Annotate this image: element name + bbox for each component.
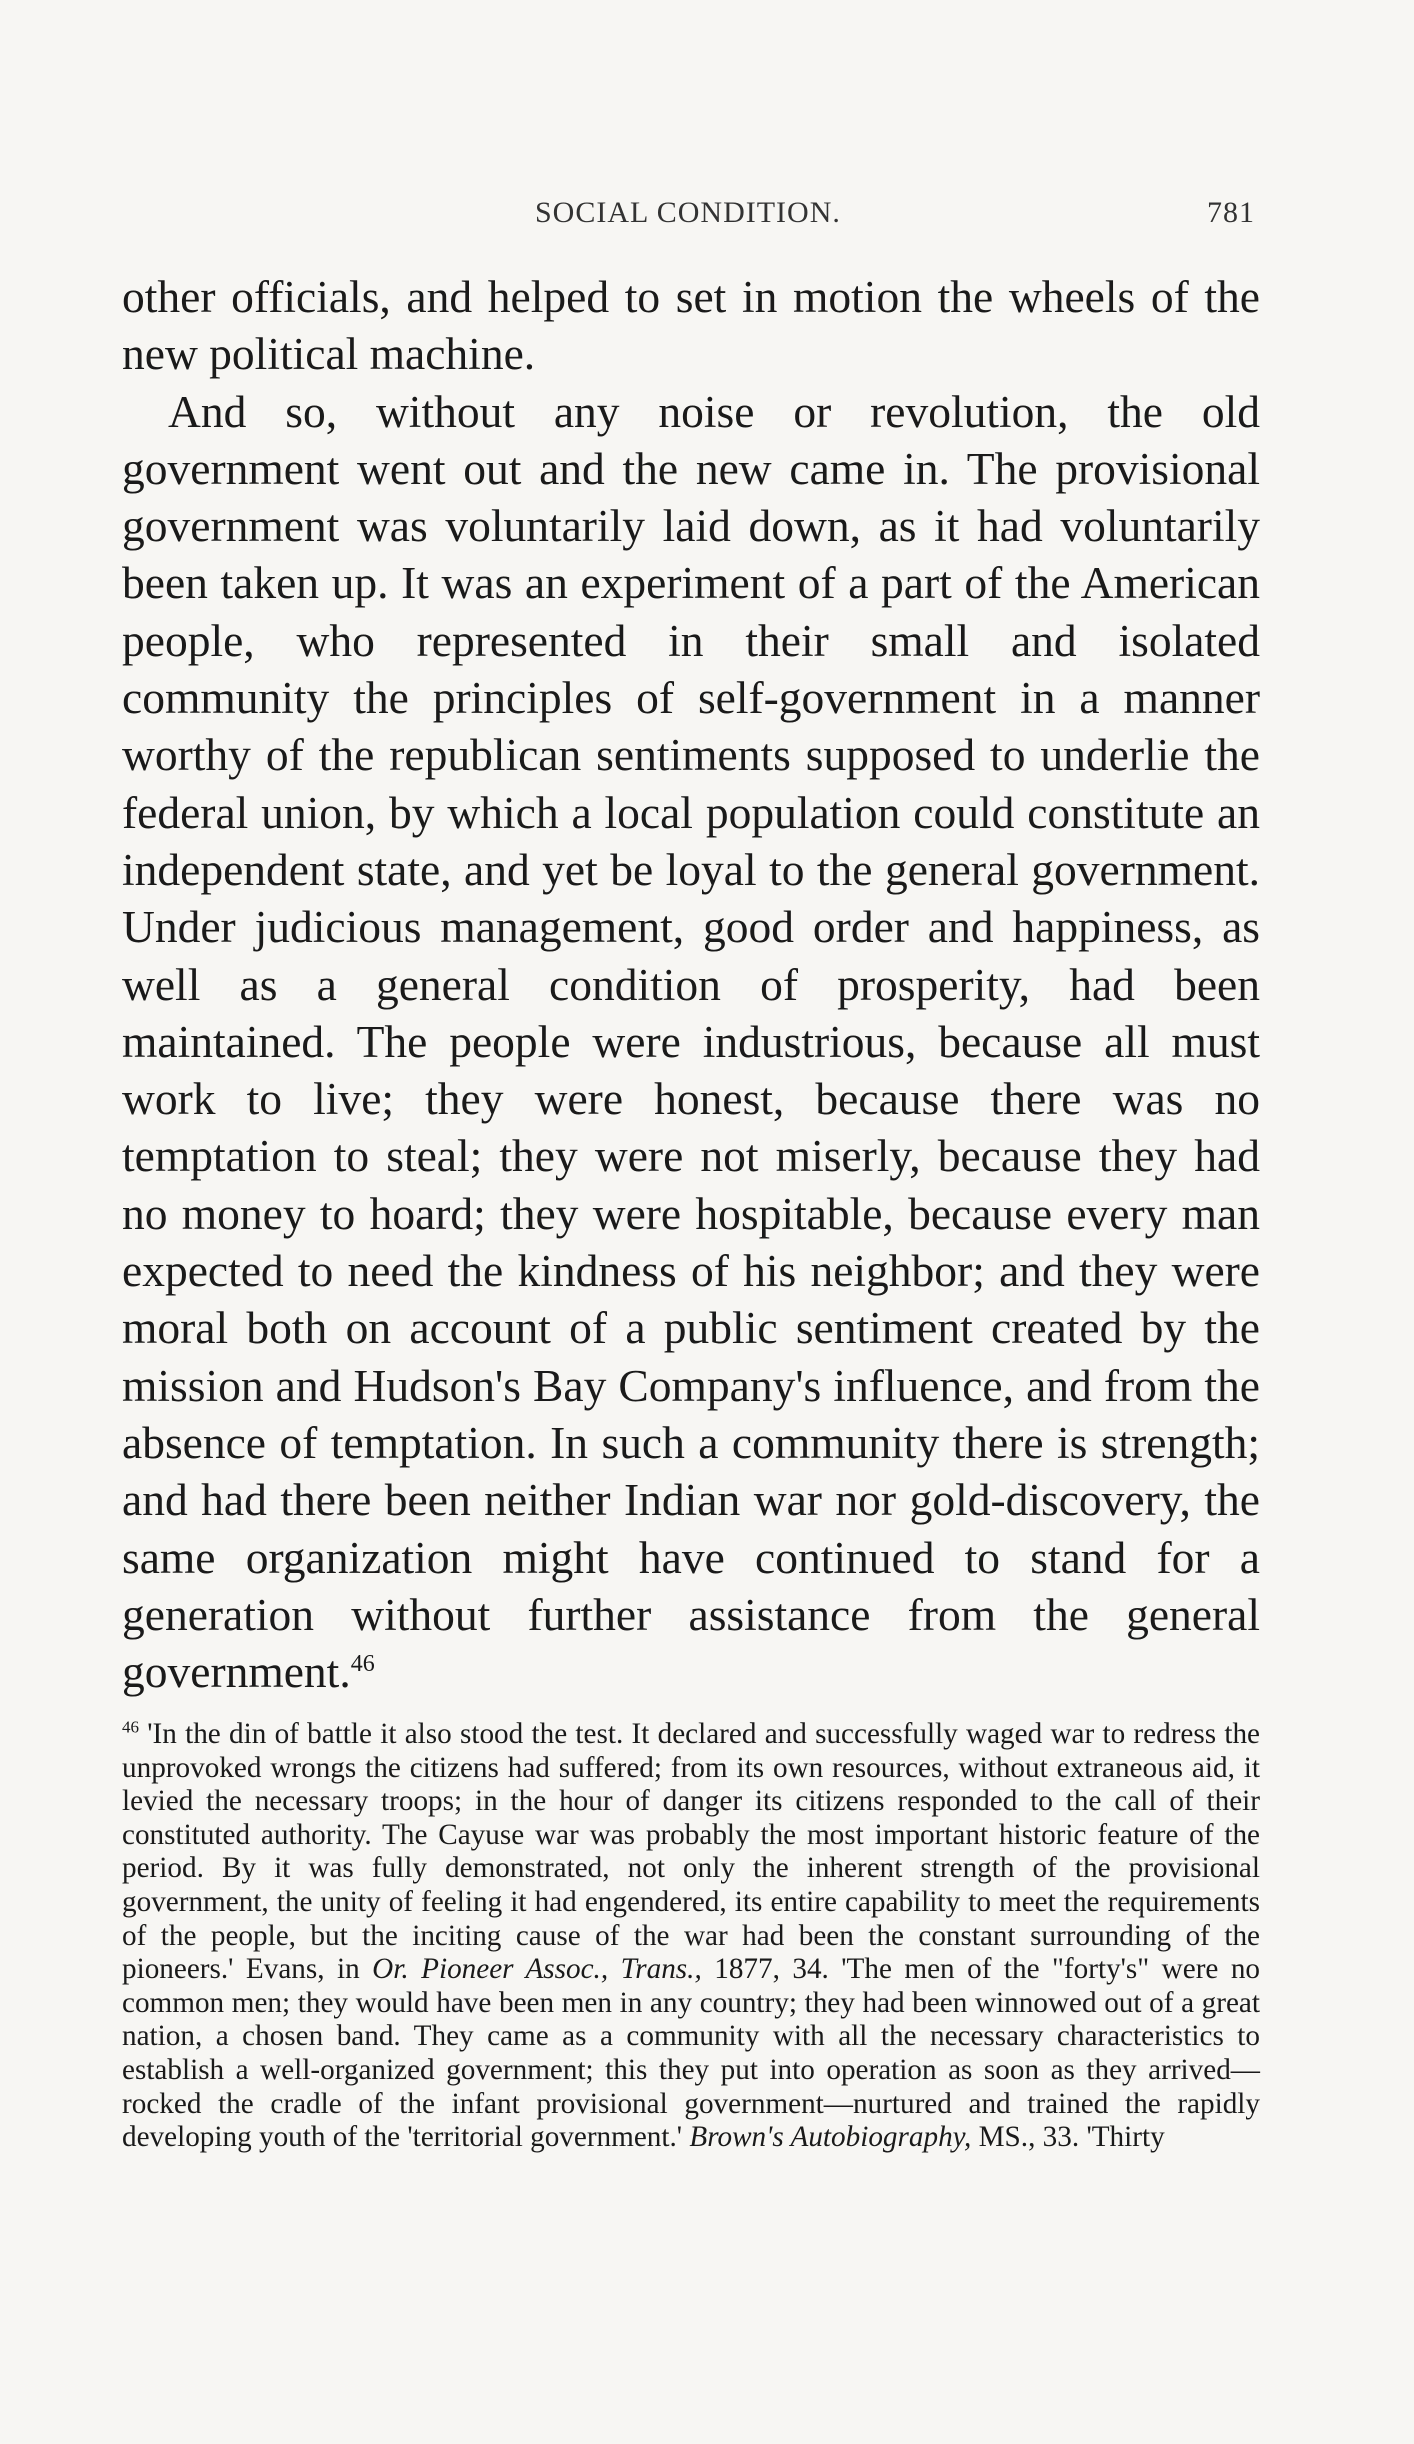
running-head-title: SOCIAL CONDITION. (535, 196, 841, 229)
footnote (122, 1718, 1260, 2155)
paragraph-2-text: And so, without any noise or revolution, the old government went out and the new came in. The provisional government was voluntarily laid down, as it had voluntarily been taken up. It was an experiment of a part of the American people, who represented in their small and isolated community the principles of self-government in a manner worthy of the republican sentiments supposed to underlie the federal union, by which a local population could constitute an independent state, and yet be loyal to the general government. Under judicious management, good order and happiness, as well as a general condition of prosperity, had been maintained. The people were industrious, because all must work to live; they were honest, because there was no temptation to steal; they were not miserly, because they had no money to hoard; they were hospitable, because every man expected to need the kindness of his neighbor; and they were moral both on account of a public sentiment created by the mission and Hudson's Bay Company's influence, and from the absence of temptation. In such a community there is strength; and had there been neither Indian war nor gold-discovery, the same organization might have continued to stand for a generation without further assistance from the general government. (122, 385, 1260, 1698)
paragraph-continued (122, 268, 1260, 383)
footnote-source-2: Brown's Autobiography, (689, 2121, 972, 2154)
paragraph (122, 383, 1260, 1701)
page-number: 781 (1207, 196, 1255, 229)
footnote-part-2: 1877, 34. 'The men of the "forty's" were no common men; they would have been men in any country; they had been winnowed out of a great nation, a chosen band. They came as a community with all the necessary characteristics to establish a well-organized government; this they put into operation as soon as they arrived—rocked the cradle of the infant provisional government—nurtured and trained the rapidly developing youth of the 'territorial government.' (122, 1953, 1261, 2154)
footnote-part-3: MS., 33. 'Thirty (978, 2121, 1165, 2154)
footnote-part-1: 'In the din of battle it also stood the test. It declared and successfully waged war to redress the unprovoked wrongs the citizens had suffered; from its own resources, without extraneous aid, it levied the necessary troops; in the hour of danger its citizens responded to the call of their constituted authority. The Cayuse war was probably the most important historic feature of the period. By it was fully demonstrated, not only the inherent strength of the provisional government, the unity of feeling it had engendered, its entire capability to meet the requirements of the people, but the inciting cause of the war had been the constant surrounding of the pioneers.' Evans, in (122, 1718, 1261, 1986)
footnote-marker: 46 (122, 1717, 139, 1737)
running-head (120, 196, 1300, 240)
footnote-text (122, 1718, 1260, 2155)
footnote-source-1: Or. Pioneer Assoc., Trans., (372, 1953, 702, 1986)
footnote-reference: 46 (350, 1650, 375, 1677)
paragraph-1-text: other officials, and helped to set in motion the wheels of the new political machine. (122, 271, 1260, 380)
body-text (122, 268, 1260, 1700)
